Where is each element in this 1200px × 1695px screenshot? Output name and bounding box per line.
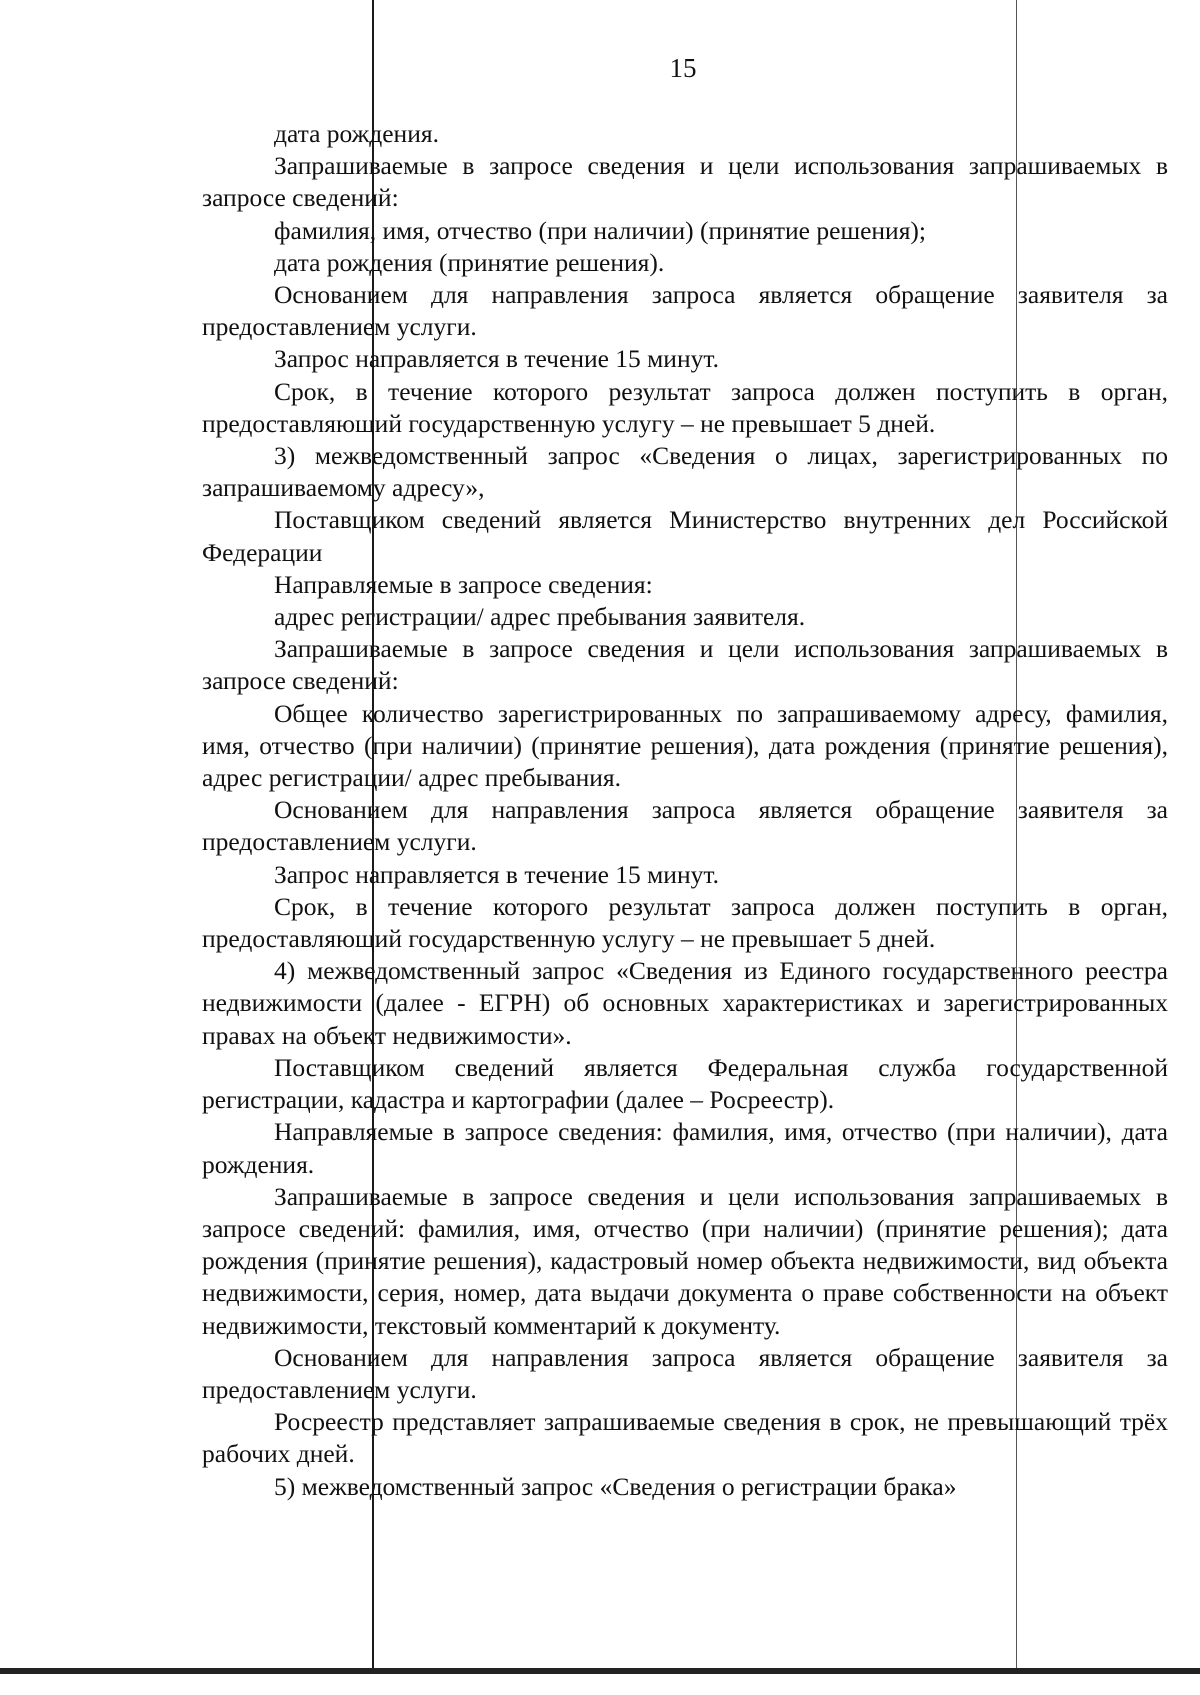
paragraph: 5) межведомственный запрос «Сведения о регистрации брака» bbox=[274, 1471, 957, 1501]
paragraph: Запрашиваемые в запросе сведения и цели использования запрашиваемых в запросе сведений: фамилия, имя, отчество (при наличии) (принятие решения); дата рождения (принятие решения), кадастровый номер объекта недвижимости, вид объекта недвижимости, серия, номер, дата выдачи документа о праве собственности на объект недвижимости, текстовый комментарий к документу. bbox=[202, 1181, 1168, 1340]
paragraph: Срок, в течение которого результат запроса должен поступить в орган, предоставляющий государственную услугу – не превышает 5 дней. bbox=[202, 376, 1168, 438]
paragraph: Поставщиком сведений является Министерство внутренних дел Российской Федерации bbox=[202, 505, 1168, 567]
paragraph: Срок, в течение которого результат запроса должен поступить в орган, предоставляющий государственную услугу – не превышает 5 дней. bbox=[202, 891, 1168, 954]
paragraph: Запрашиваемые в запросе сведения и цели использования запрашиваемых в запросе сведений: bbox=[202, 151, 1168, 213]
paragraph: адрес регистрации/ адрес пребывания заявителя. bbox=[274, 602, 806, 632]
document-body bbox=[202, 118, 1168, 1503]
paragraph: Росреестр представляет запрашиваемые сведения в срок, не превышающий трёх рабочих дней. bbox=[202, 1407, 1168, 1469]
paragraph: Основанием для направления запроса является обращение заявителя за предоставлением услуги. bbox=[202, 280, 1168, 342]
paragraph: фамилия, имя, отчество (при наличии) (принятие решения); bbox=[274, 215, 926, 245]
paragraph: дата рождения (принятие решения). bbox=[274, 247, 665, 277]
page-number: 15 bbox=[669, 53, 697, 83]
paragraph: 4) межведомственный запрос «Сведения из Единого государственного реестра недвижимости (далее - ЕГРН) об основных характеристиках и зарегистрированных правах на объект недвижимости». bbox=[202, 956, 1168, 1050]
scan-bottom-edge bbox=[0, 1668, 1200, 1674]
paragraph: Направляемые в запросе сведения: bbox=[274, 569, 653, 599]
paragraph: Основанием для направления запроса является обращение заявителя за предоставлением услуги. bbox=[202, 1342, 1168, 1404]
paragraph: Запрашиваемые в запросе сведения и цели использования запрашиваемых в запросе сведений: bbox=[202, 634, 1168, 696]
paragraph: Направляемые в запросе сведения: фамилия, имя, отчество (при наличии), дата рождения. bbox=[202, 1117, 1168, 1179]
paragraph: дата рождения. bbox=[274, 119, 439, 148]
paragraph: Поставщиком сведений является Федеральная служба государственной регистрации, кадастра и картографии (далее – Росреестр). bbox=[202, 1052, 1168, 1115]
paragraph: Запрос направляется в течение 15 минут. bbox=[274, 344, 719, 374]
paragraph: Основанием для направления запроса является обращение заявителя за предоставлением услуги. bbox=[202, 795, 1168, 857]
paragraph: 3) межведомственный запрос «Сведения о лицах, зарегистрированных по запрашиваемому адресу», bbox=[202, 441, 1168, 503]
paragraph: Общее количество зарегистрированных по запрашиваемому адресу, фамилия, имя, отчество (при наличии) (принятие решения), дата рождения (принятие решения), адрес регистрации/ адрес пребывания. bbox=[202, 698, 1168, 793]
paragraph: Запрос направляется в течение 15 минут. bbox=[274, 859, 719, 889]
